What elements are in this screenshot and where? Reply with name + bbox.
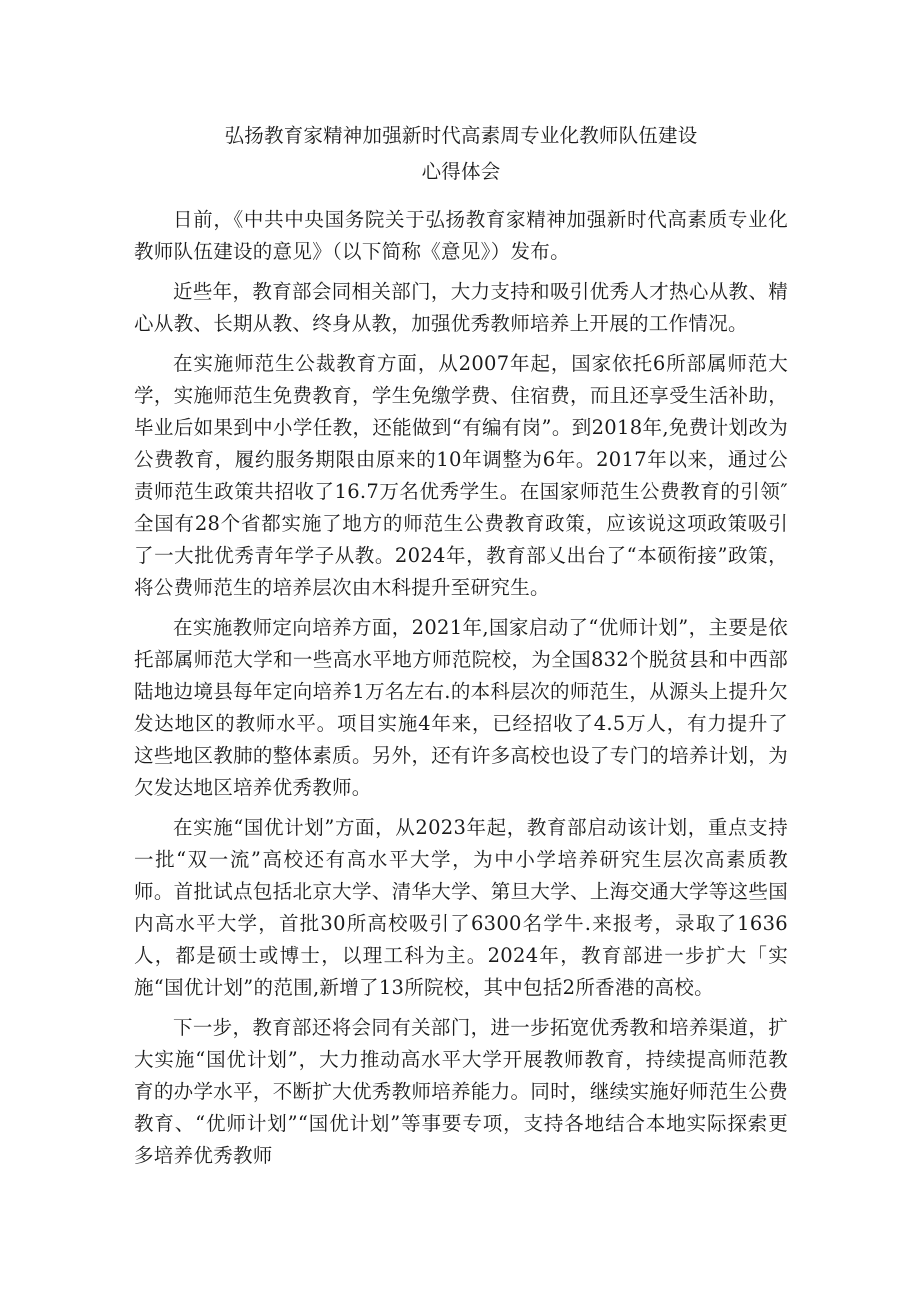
paragraph-5: 在实施“国优计划”方面，从2023年起，教育部启动该计划，重点支持一批“双一流”高校还有高水平大学，为中小学培养研究生层次高素质教师。首批试点包括北京大学、清华大学、第旦大学、上海交通大学等这些国内高水平大学，首批30所高校吸引了6300名学牛.来报考，录取了1636人，都是硕士或博士，以理工科为主。2024年，教育部进一步扩大「实施“国优计划”的范围,新增了13所院校，其中包括2所香港的高校。	[134, 816, 788, 999]
document-title	[134, 118, 788, 190]
paragraph-6: 下一步，教育部还将会同有关部门，进一步拓宽优秀教和培养渠道，扩大实施“国优计划”，大力推动高水平大学开展教师教育，持续提高师范教育的办学水平，不断扩大优秀教师培养能力。同时，继续实施好师范生公费教育、“优师计划”“国优计划”等事要专项，支持各地结合本地实际探索更多培养优秀教师	[134, 1016, 788, 1167]
paragraph-4: 在实施教师定向培养方面，2021年,国家启动了“优师计划”，主要是依托部属师范大学和一些高水平地方师范院校，为全国832个脱贫县和中西部陆地边境县每年定向培养1万名左右.的本科层次的师范生，从源头上提升欠发达地区的教师水平。项目实施4年来，已经招收了4.5万人，有力提升了这些地区教肺的整体素质。另外，还有许多高校也设了专门的培养计划，为欠发达地区培养优秀教师。	[134, 616, 788, 799]
paragraph-3: 在实施师范生公裁教育方面，从2007年起，国家依托6所部属师范大学，实施师范生免费教育，学生免缴学费、住宿费，而且还享受生活补助，毕业后如果到中小学任教，还能做到“有编有岗”。到2018年,免费计划改为公费教育，履约服务期限由原来的10年调整为6年。2017年以来，通过公责师范生政策共招收了16.7万名优秀学生。在国家师范生公费教育的引领″全国有28个省都实施了地方的师范生公费教育政策，应该说这项政策吸引了一大批优秀青年学子从教。2024年，教育部乂出台了“本硕衔接”政策，将公费师范生的培养层次由木科提升至研究生。	[134, 352, 788, 599]
title-line-2: 心得体会	[421, 160, 501, 183]
title-line-1: 弘扬教育家精神加强新时代高素周专业化教师队伍建设	[224, 124, 698, 147]
paragraph-2: 近些年，教育部会同相关部门，大力支持和吸引优秀人才热心从教、精心从教、长期从教、终身从教，加强优秀教师培养上开展的工作情况。	[134, 280, 788, 335]
paragraph-1: 日前，《中共中央国务院关于弘扬教育家精神加强新时代高素质专业化教师队伍建设的意见》（以下简称《意见》）发布。	[134, 208, 788, 263]
document-body	[134, 204, 788, 1172]
